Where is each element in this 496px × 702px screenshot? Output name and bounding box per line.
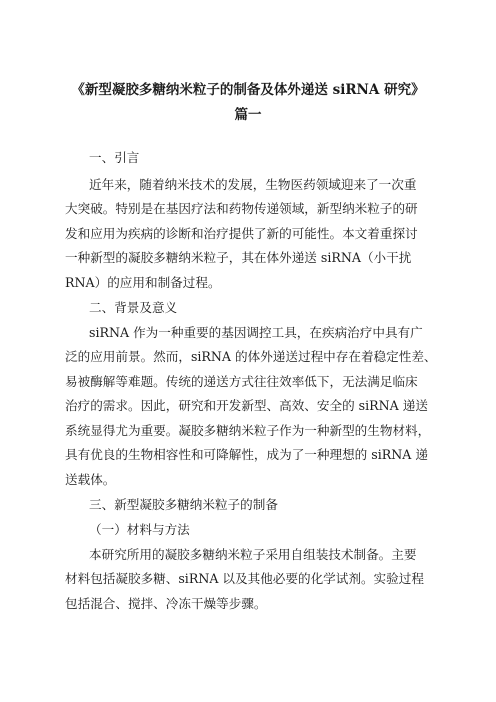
paragraph-line: 泛的应用前景。然而，siRNA 的体外递送过程中存在着稳定性差、	[65, 349, 437, 364]
paragraph-line: 系统显得尤为重要。凝胶多糖纳米粒子作为一种新型的生物材料，	[65, 423, 431, 438]
paragraph-line: 治疗的需求。因此，研究和开发新型、高效、安全的 siRNA 递送	[65, 398, 428, 413]
document-subtitle: 篇一	[234, 107, 262, 123]
document-title: 《新型凝胶多糖纳米粒子的制备及体外递送 siRNA 研究》	[71, 82, 425, 98]
subsection-heading-materials: （一）材料与方法	[89, 522, 190, 537]
paragraph-line: 大突破。特别是在基因疗法和药物传递领域，新型纳米粒子的研	[65, 201, 418, 216]
paragraph-line: 本研究所用的凝胶多糖纳米粒子采用自组装技术制备。主要	[89, 547, 417, 562]
paragraph-line: 易被酶解等难题。传统的递送方式往往效率低下，无法满足临床	[65, 374, 418, 389]
section-heading-background: 二、背景及意义	[89, 300, 178, 315]
section-heading-preparation: 三、新型凝胶多糖纳米粒子的制备	[89, 497, 278, 512]
section-heading-intro: 一、引言	[89, 150, 140, 165]
paragraph-line: 包括混合、搅拌、冷冻干燥等步骤。	[65, 596, 267, 611]
paragraph-line: 具有优良的生物相容性和可降解性，成为了一种理想的 siRNA 递	[65, 447, 428, 462]
paragraph-line: 材料包括凝胶多糖、siRNA 以及其他必要的化学试剂。实验过程	[65, 571, 424, 586]
paragraph-line: RNA）的应用和制备过程。	[65, 275, 221, 290]
paragraph-line: siRNA 作为一种重要的基因调控工具，在疾病治疗中具有广	[89, 325, 423, 340]
paragraph-line: 一种新型的凝胶多糖纳米粒子，其在体外递送 siRNA（小干扰	[65, 250, 412, 265]
paragraph-line: 发和应用为疾病的诊断和治疗提供了新的可能性。本文着重探讨	[65, 226, 418, 241]
paragraph-line: 送载体。	[65, 472, 116, 487]
paragraph-line: 近年来，随着纳米技术的发展，生物医药领域迎来了一次重	[89, 177, 417, 192]
